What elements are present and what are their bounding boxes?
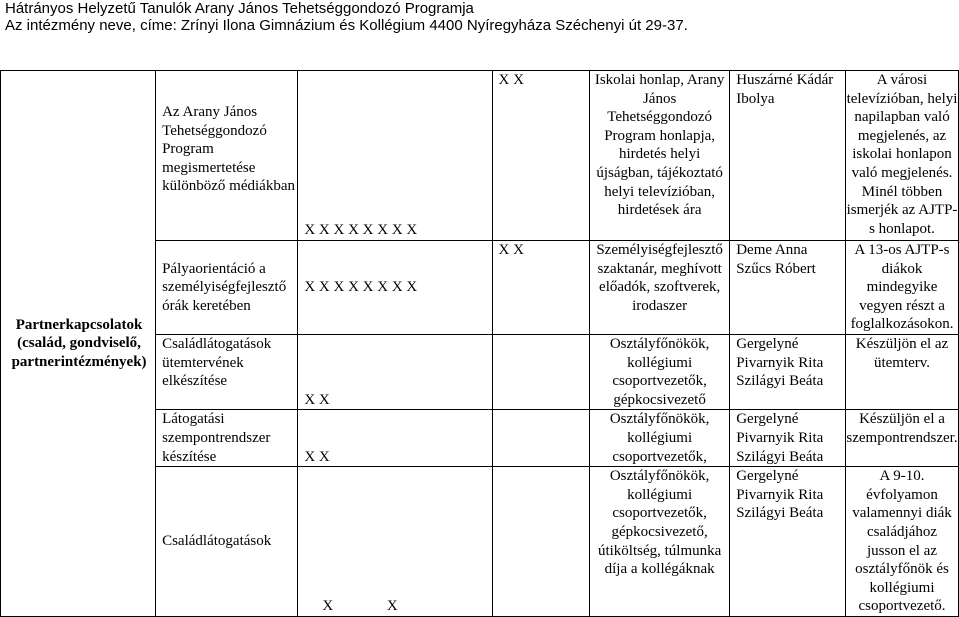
marks-cell: X X bbox=[492, 241, 590, 335]
table-row bbox=[1, 71, 959, 241]
activity-cell: Az Arany János Tehetséggondozó Program megismertetése különböző médiákban bbox=[156, 71, 298, 241]
indicator-cell: Készüljön el a szempontrendszer. bbox=[846, 410, 959, 467]
indicator-cell: Készüljön el az ütemterv. bbox=[846, 334, 959, 409]
means-cell: Osztályfőnökök, kollégiumi csoportvezetők, bbox=[590, 410, 730, 467]
indicator-cell: A városi televízióban, helyi napilapban való megjelenés, az iskolai honlapon való megjelenés. Minél többen ismerjék az AJTP-s honlapot. bbox=[846, 71, 959, 241]
responsible-cell: Gergelyné Pivarnyik Rita Szilágyi Beáta bbox=[730, 334, 846, 409]
marks-cell: X X bbox=[298, 467, 492, 617]
category-cell: Partnerkapcsolatok (család, gondviselő, partnerintézmények) bbox=[1, 71, 156, 617]
activity-cell: Családlátogatások ütemtervének elkészítése bbox=[156, 334, 298, 409]
means-cell: Osztályfőnökök, kollégiumi csoportvezetők, gépkocsivezető bbox=[590, 334, 730, 409]
activity-cell: Látogatási szempontrendszer készítése bbox=[156, 410, 298, 467]
means-cell: Osztályfőnökök, kollégiumi csoportvezetők, gépkocsivezető, útiköltség, túlmunka díja a kollégáknak bbox=[590, 467, 730, 617]
document-title: Hátrányos Helyzetű Tanulók Arany János Tehetséggondozó Programja bbox=[5, 0, 474, 17]
indicator-cell: A 13-os AJTP-s diákok mindegyike vegyen részt a foglalkozásokon. bbox=[846, 241, 959, 335]
activity-cell: Családlátogatások bbox=[156, 467, 298, 617]
responsible-cell: Huszárné Kádár Ibolya bbox=[730, 71, 846, 241]
activity-cell: Pályaorientáció a személyiségfejlesztő órák keretében bbox=[156, 241, 298, 335]
marks-cell: X X bbox=[298, 334, 492, 409]
marks-cell: X X bbox=[492, 71, 590, 241]
marks-cell: X X X X X X X X bbox=[298, 71, 492, 241]
program-table bbox=[0, 70, 959, 617]
means-cell: Személyiségfejlesztő szaktanár, meghívott előadók, szoftverek, irodaszer bbox=[590, 241, 730, 335]
responsible-cell: Gergelyné Pivarnyik Rita Szilágyi Beáta bbox=[730, 467, 846, 617]
responsible-cell: Gergelyné Pivarnyik Rita Szilágyi Beáta bbox=[730, 410, 846, 467]
marks-cell: X X X X X X X X bbox=[298, 241, 492, 335]
indicator-cell: A 9-10. évfolyamon valamennyi diák családjához jusson el az osztályfőnök és kollégiumi csoportvezető. bbox=[846, 467, 959, 617]
marks-cell bbox=[492, 410, 590, 467]
means-cell: Iskolai honlap, Arany János Tehetséggondozó Program honlapja, hirdetés helyi újságban, tájékoztató helyi televízióban, hirdetések ára bbox=[590, 71, 730, 241]
marks-cell bbox=[492, 334, 590, 409]
marks-cell: X X bbox=[298, 410, 492, 467]
responsible-cell: Deme Anna Szűcs Róbert bbox=[730, 241, 846, 335]
institution-line: Az intézmény neve, címe: Zrínyi Ilona Gimnázium és Kollégium 4400 Nyíregyháza Széchenyi út 29-37. bbox=[5, 17, 688, 34]
marks-cell bbox=[492, 467, 590, 617]
